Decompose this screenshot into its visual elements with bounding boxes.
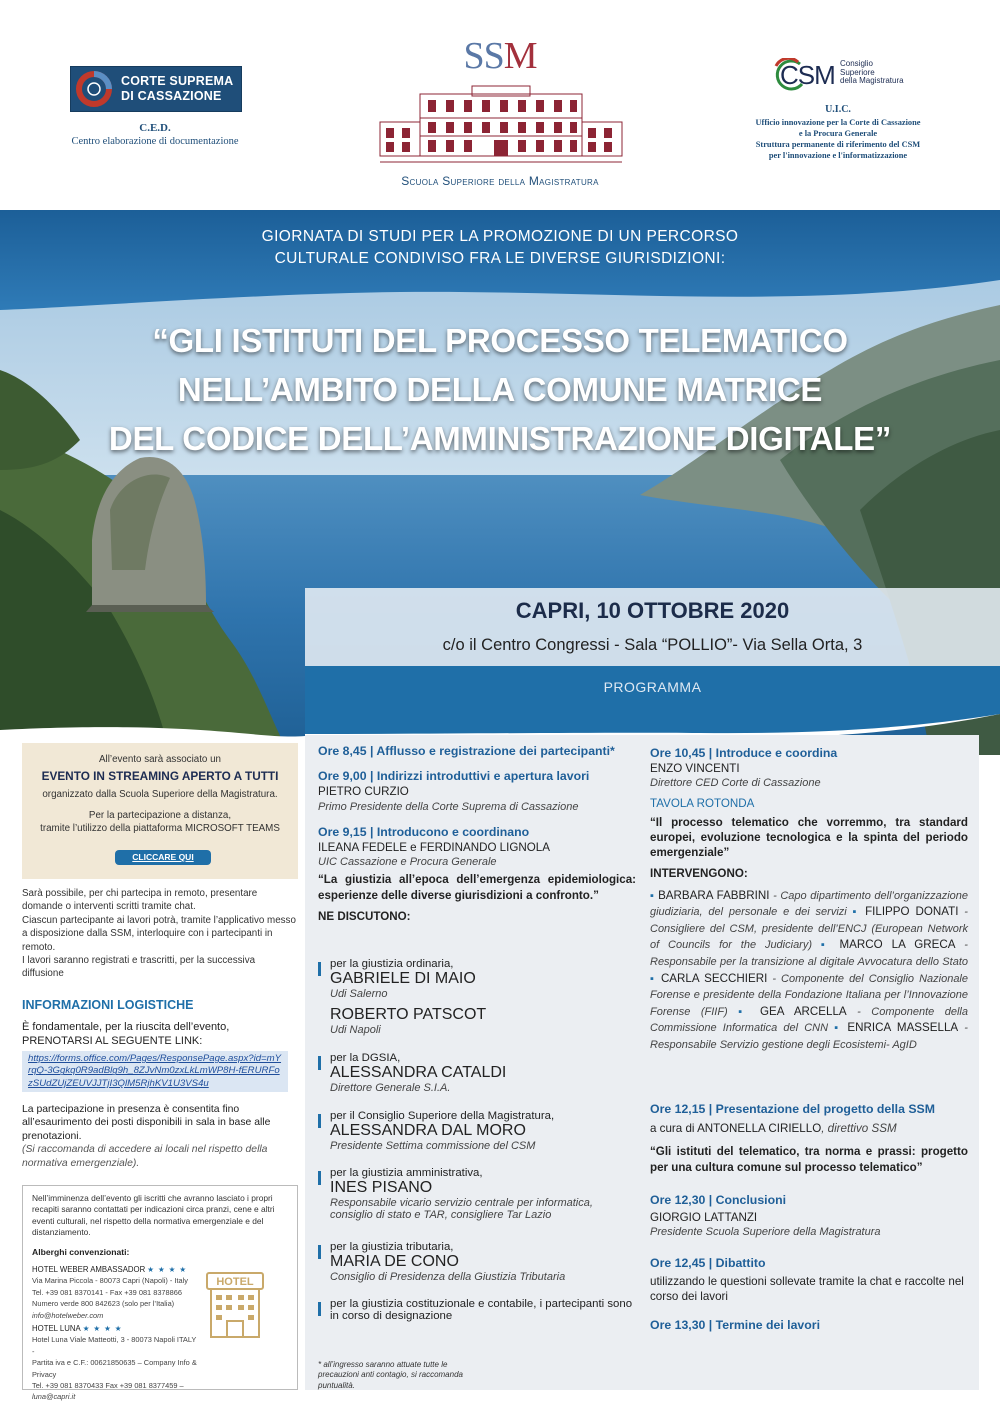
hotels-box: [22, 1185, 298, 1402]
hotels-heading: Alberghi convenzionati:: [32, 1247, 130, 1257]
slot-0900: Ore 9,00 | Indirizzi introduttivi e apertura lavori: [318, 769, 590, 784]
streaming-line5: tramite l’utilizzo della piattaforma MICROSOFT TEAMS: [40, 823, 280, 834]
event-date: CAPRI, 10 OTTOBRE 2020: [515, 598, 790, 623]
speaker-curzio: PIETRO CURZIO: [318, 785, 409, 799]
speaker-ciriello-role: , direttivo SSM: [821, 1122, 897, 1136]
hotel2-vat: Partita iva e C.F.: 00621850635 – Company Info & Privacy: [32, 1358, 197, 1379]
speaker-vincenti-role: Direttore CED Corte di Cassazione: [650, 777, 821, 790]
speaker-vincenti: ENZO VINCENTI: [650, 762, 740, 776]
event-title-line1: “GLI ISTITUTI DEL PROCESSO TELEMATICO: [152, 322, 848, 359]
presentation-lead: a cura di: [650, 1122, 698, 1136]
speaker-donati-role: - Consigliere del CSM, presidente dell’ENCJ (European Network of Councils for the Judiciary): [650, 906, 968, 952]
speaker-arcella-role: - Componente della Commissione Informatica del CNN: [650, 1005, 968, 1035]
hotel-building-icon: [199, 1269, 271, 1341]
streaming-box: [22, 743, 298, 879]
speaker-ciriello: ANTONELLA CIRIELLO: [697, 1122, 822, 1136]
slot-0845: Ore 8,45 | Afflusso e registrazione dei partecipanti*: [318, 744, 615, 758]
streaming-line4: Per la partecipazione a distanza,: [88, 810, 232, 821]
slot-1230: Ore 12,30 | Conclusioni: [650, 1192, 787, 1207]
hotel1-tel: Tel. +39 081 8370141 - Fax +39 081 8378866: [32, 1287, 182, 1297]
speaker-fabbrini-role: - Capo dipartimento dell’organizzazione giudiziaria, del personale e dei servizi: [650, 889, 968, 919]
discussant-decono-role: Consiglio di Presidenza della Giustizia Tributaria: [330, 1271, 566, 1283]
discussants-heading: NE DISCUTONO:: [318, 909, 411, 923]
speaker-lattanzi: GIORGIO LATTANZI: [650, 1211, 758, 1225]
uic-line2: e la Procura Generale: [798, 129, 878, 138]
speaker-lagreca: MARCO LA GRECA: [839, 938, 956, 952]
discussant-cataldi-role: Direttore Generale S.I.A.: [330, 1082, 451, 1094]
programme-right-afternoon: [650, 1102, 968, 1333]
speakers-fedele-lignola: ILEANA FEDELE e FERDINANDO LIGNOLA: [318, 841, 550, 855]
ssm-subtitle: Scuola Superiore della Magistratura: [401, 174, 599, 188]
logistics-note: (Si raccomanda di accedere ai locali nel rispetto della normativa emergenziale).: [22, 1144, 268, 1169]
hotel1-mail[interactable]: info@hotelweber.com: [32, 1310, 104, 1320]
speaker-lagreca-role: - Responsabile per la transizione al digitale Avvocatura dello Stato: [650, 939, 968, 968]
streaming-line3: organizzato dalla Scuola Superiore della Magistratura.: [42, 789, 278, 800]
discussant-amministrativa-lead: per la giustizia amministrativa,: [330, 1167, 483, 1179]
hotel2-address: Hotel Luna Viale Matteotti, 3 - 80073 Napoli ITALY -: [32, 1335, 197, 1356]
logistics-title: INFORMAZIONI LOGISTICHE: [22, 998, 194, 1012]
streaming-link-button[interactable]: CLICCARE QUI: [115, 850, 211, 865]
programme-right-column: [650, 746, 968, 1054]
csm-letters: CSM: [780, 60, 835, 90]
discussant-csm-lead: per il Consiglio Superiore della Magistratura,: [330, 1110, 555, 1122]
cassazione-line2: DI CASSAZIONE: [121, 89, 222, 103]
hotel1-stars: ★ ★ ★ ★: [147, 1265, 187, 1274]
logistics-text2: [22, 1103, 298, 1170]
discussant-tributaria-lead: per la giustizia tributaria,: [330, 1241, 454, 1253]
discussant-costituzionale-lead: per la giustizia costituzionale e contabile, i partecipanti sono in corso di designazione: [330, 1298, 633, 1322]
discussant-dgsia-lead: per la DGSIA,: [330, 1052, 401, 1064]
ssm-building-icon: [376, 84, 626, 166]
speaker-fabbrini: BARBARA FABBRINI: [658, 888, 770, 902]
remote-p3: I lavori saranno registrati e trascritti, per la successiva diffusione: [22, 955, 256, 980]
event-title-line3: DEL CODICE DELL’AMMINISTRAZIONE DIGITALE”: [108, 420, 892, 457]
slot-1045: Ore 10,45 | Introduce e coordina: [650, 746, 838, 760]
cassazione-line1: CORTE SUPREMA: [121, 74, 234, 88]
uic-line3: Struttura permanente di riferimento del CSM: [755, 140, 921, 149]
speaker-massella-role: - Responsabile Servizio gestione degli Ecosistemi- AgID: [650, 1022, 968, 1051]
uic-line1: Ufficio innovazione per la Corte di Cassazione: [755, 118, 921, 127]
hotel2-stars: ★ ★ ★ ★: [82, 1324, 123, 1334]
hero-intro: [0, 226, 1000, 270]
discussant-dimaio-role: Udi Salerno: [330, 988, 388, 1000]
hotel2-tel: Tel. +39 081 8370433 Fax +39 081 8377459 –: [32, 1381, 184, 1391]
discussant-tributaria: [318, 1241, 636, 1283]
speaker-massella: ENRICA MASSELLA: [847, 1021, 959, 1035]
event-title: [0, 316, 1000, 463]
speaker-curzio-role: Primo Presidente della Corte Suprema di Cassazione: [318, 800, 579, 813]
uic-block: [738, 104, 938, 161]
speaker-donati: FILIPPO DONATI: [865, 905, 959, 919]
presentation-topic: “Gli istituti del telematico, tra norma e prassi: progetto per una cultura comune sul processo telematico”: [650, 1145, 968, 1174]
discussant-cataldi: ALESSANDRA CATALDI: [330, 1064, 507, 1081]
discussant-decono: MARIA DE CONO: [330, 1253, 459, 1270]
discussant-ordinaria: [318, 958, 636, 1036]
hotel1-name: HOTEL WEBER AMBASSADOR: [32, 1265, 146, 1274]
cassazione-emblem-icon: [73, 68, 115, 110]
hotel2-mail[interactable]: luna@capri.it: [32, 1392, 76, 1402]
programme-label: PROGRAMMA: [603, 679, 702, 695]
speakers-heading: INTERVENGONO:: [650, 867, 748, 881]
streaming-line2: EVENTO IN STREAMING APERTO A TUTTI: [41, 769, 279, 783]
footnote: * all’ingresso saranno attuate tutte le precauzioni anti contagio, si raccomanda puntualità.: [318, 1360, 463, 1390]
discussant-pisano-role: Responsabile vicario servizio centrale per informatica, consiglio di stato e TAR, consigliere Tar Lazio: [330, 1197, 593, 1221]
cassazione-logo: [70, 66, 242, 112]
ced-label: [40, 122, 270, 148]
csm-line2: Superiore: [840, 67, 875, 77]
hotel1-address: Via Marina Piccola - 80073 Capri (Napoli) - Italy: [32, 1276, 188, 1286]
slot-1330: Ore 13,30 | Termine dei lavori: [650, 1318, 820, 1333]
slot-1215: Ore 12,15 | Presentazione del progetto della SSM: [650, 1102, 935, 1116]
hero-intro-line1: GIORNATA DI STUDI PER LA PROMOZIONE DI UN PERCORSO: [261, 228, 739, 245]
hotel2-name: HOTEL LUNA: [32, 1324, 81, 1334]
hotel1-green: Numero verde 800 842623 (solo per l’Italia): [32, 1299, 175, 1309]
ced-subtitle: Centro elaborazione di documentazione: [71, 136, 239, 147]
hotels-intro: Nell’imminenza dell’evento gli iscritti che avranno lasciato i propri recapiti saranno contattati per indicazioni circa pranzi, cene e altri eventi culturali, nel rispetto della normativa emergenziale e del distanziamento.: [32, 1193, 275, 1237]
discussant-patscot-role: Udi Napoli: [330, 1024, 381, 1036]
discussant-dgsia: [318, 1052, 636, 1094]
speaker-secchieri: CARLA SECCHIERI: [660, 971, 768, 985]
csm-line3: della Magistratura: [840, 76, 904, 85]
round-table-speakers: ▪ BARBARA FABBRINI - Capo dipartimento dell’organizzazione giudiziaria, del personale e dei servizi ▪ FILIPPO DONATI - Consigliere del CSM, presidente dell’ENCJ (European Network of Councils for the Judiciary) ▪ MARCO LA GRECA - Responsabile per la transizione al digitale Avvocatura dello Stato ▪ CARLA SECCHIERI - Componente del Consiglio Nazionale Forense e presidente della Fondazione Italiana per l’Innovazione Forense (FIIF) ▪ GEA ARCELLA - Componente della Commissione Informatica del CNN ▪ ENRICA MASSELLA - Responsabile Servizio gestione degli Ecosistemi- AgID: [650, 888, 968, 1051]
debate-text: utilizzando le questioni sollevate tramite la chat e raccolte nel corso dei lavori: [650, 1274, 964, 1303]
logistics-text: È fondamentale, per la riuscita dell’evento, PRENOTARSI AL SEGUENTE LINK:: [22, 1021, 230, 1047]
round-table-topic: “Il processo telematico che vorremmo, tra standard europei, evoluzione tecnologica e la spinta del periodo emergenziale”: [650, 815, 968, 860]
remote-participation-text: [22, 887, 298, 981]
csm-logo: [770, 58, 930, 96]
streaming-line1: All’evento sarà associato un: [99, 754, 221, 765]
discussant-dalmoro: ALESSANDRA DAL MORO: [330, 1122, 526, 1139]
ced-title: C.E.D.: [139, 122, 171, 134]
ssm-logo-text: SSM: [463, 35, 537, 77]
speakers-fedele-lignola-role: UIC Cassazione e Procura Generale: [318, 856, 497, 869]
hotel-icon-label: HOTEL: [216, 1276, 254, 1288]
discussant-costituzionale: [318, 1298, 636, 1322]
discussant-ordinaria-lead: per la giustizia ordinaria,: [330, 958, 454, 970]
speaker-secchieri-role: - Componente del Consiglio Nazionale Forense e presidente della Fondazione Italiana per l’Innovazione Forense (FIIF): [650, 972, 968, 1018]
discussant-csm: [318, 1110, 636, 1152]
discussant-patscot: ROBERTO PATSCOT: [330, 1006, 487, 1023]
uic-title: U.I.C.: [825, 104, 851, 115]
hotels-list: [32, 1264, 197, 1403]
session-topic: “La giustizia all’epoca dell’emergenza epidemiologica: esperienze delle diverse giurisdizioni a confronto.”: [318, 873, 636, 902]
discussant-pisano: INES PISANO: [330, 1179, 433, 1196]
discussant-dimaio: GABRIELE DI MAIO: [330, 970, 476, 987]
hero-intro-line2: CULTURALE CONDIVISO FRA LE DIVERSE GIURISDIZIONI:: [274, 250, 726, 267]
booking-link[interactable]: https://forms.office.com/Pages/ResponsePage.aspx?id=mYrqQ-3Ggkq0R9adBlg9h_8ZJvNm0zxLkLmWP8H-fERURFozSUdZUjZEUVJJTjI3QlM5RjhKV1U3VS4u: [22, 1051, 288, 1092]
discussant-dalmoro-role: Presidente Settima commissione del CSM: [330, 1140, 536, 1152]
discussant-amministrativa: [318, 1167, 636, 1221]
remote-p1: Sarà possibile, per chi partecipa in remoto, presentare domande o interventi scritti tramite chat.: [22, 888, 258, 913]
event-venue: c/o il Centro Congressi - Sala “POLLIO”- Via Sella Orta, 3: [442, 636, 863, 654]
slot-0915: Ore 9,15 | Introducono e coordinano: [318, 824, 530, 839]
round-table-label: TAVOLA ROTONDA: [650, 796, 755, 810]
speaker-arcella: GEA ARCELLA: [759, 1004, 847, 1018]
logistics-capacity: La partecipazione in presenza è consentita fino all’esaurimento dei posti disponibili in sala in base alle prenotazioni.: [22, 1104, 271, 1142]
csm-line1: Consiglio: [840, 59, 873, 68]
remote-p2: Ciascun partecipante ai lavori potrà, tramite l’applicativo messo a disposizione dalla SSM, interloquire con i partecipanti in remoto.: [22, 914, 296, 953]
slot-1245: Ore 12,45 | Dibattito: [650, 1256, 766, 1271]
event-title-line2: NELL’AMBITO DELLA COMUNE MATRICE: [177, 371, 823, 408]
uic-line4: per l'innovazione e l'informatizzazione: [768, 151, 908, 160]
programme-left-column: [318, 744, 636, 924]
speaker-lattanzi-role: Presidente Scuola Superiore della Magistratura: [650, 1226, 881, 1239]
